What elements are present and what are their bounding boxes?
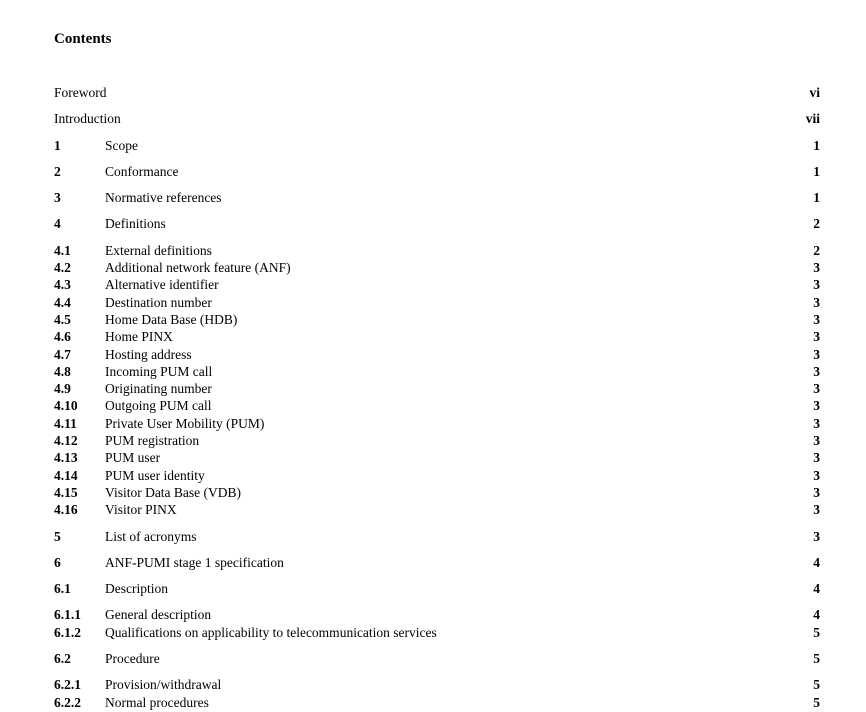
- toc-entry-number: 4.1: [54, 242, 71, 258]
- toc-entry-label: Incoming PUM call: [105, 363, 213, 379]
- toc-entry-2[interactable]: [54, 163, 820, 180]
- toc-entry-number: 4.2: [54, 260, 71, 276]
- toc-entry-page: 3: [813, 528, 820, 544]
- toc-entry-label: List of acronyms: [105, 528, 197, 544]
- toc-entry-label: Scope: [105, 137, 138, 153]
- toc-entry-number: 4.8: [54, 363, 71, 379]
- toc-entry-number: 3: [54, 190, 61, 206]
- toc-entry-page: 3: [813, 450, 820, 466]
- toc-entry-label: Private User Mobility (PUM): [105, 415, 265, 431]
- page-title: Contents: [54, 31, 112, 47]
- toc-entry-number: 4.5: [54, 311, 71, 327]
- toc-entry-6-1-2[interactable]: [54, 624, 820, 641]
- toc-entry-page: 5: [813, 624, 820, 640]
- toc-entry-label: Home PINX: [105, 329, 173, 345]
- toc-entry-page: 1: [813, 190, 820, 206]
- toc-entry-4-3[interactable]: [54, 276, 820, 293]
- toc-entry-label: Conformance: [105, 163, 179, 179]
- toc-entry-page: 3: [813, 346, 820, 362]
- toc-entry-label: Provision/withdrawal: [105, 677, 222, 693]
- toc-entry-label: Additional network feature (ANF): [105, 260, 291, 276]
- toc-entry-label: PUM user: [105, 450, 161, 466]
- toc-entry-6-2-1[interactable]: [54, 676, 820, 693]
- toc-entry-label: External definitions: [105, 242, 212, 258]
- toc-entry-4-5[interactable]: [54, 311, 820, 328]
- toc-entry-page: 3: [813, 363, 820, 379]
- toc-entry-label: Introduction: [54, 111, 121, 127]
- toc-entry-page: 3: [813, 294, 820, 310]
- toc-entry-page: 5: [813, 651, 820, 667]
- toc-entry-number: 6.2: [54, 651, 71, 667]
- toc-entry-1[interactable]: [54, 137, 820, 154]
- toc-entry-number: 4.16: [54, 502, 78, 518]
- toc-entry-4[interactable]: [54, 215, 820, 232]
- toc-entry-6-1[interactable]: [54, 580, 820, 597]
- toc-entry-number: 4.9: [54, 381, 71, 397]
- toc-entry-label: Hosting address: [105, 346, 192, 362]
- toc-entry-number: 4.13: [54, 450, 78, 466]
- toc-entry-4-7[interactable]: [54, 346, 820, 363]
- toc-entry-label: Foreword: [54, 85, 107, 100]
- toc-entry-3[interactable]: [54, 189, 820, 206]
- toc-entry-number: 4.10: [54, 398, 78, 414]
- toc-entry-number: 5: [54, 528, 61, 544]
- toc-entry-number: 6.2.1: [54, 677, 81, 693]
- toc-entry-label: Definitions: [105, 216, 166, 232]
- toc-entry-page: 4: [813, 554, 820, 570]
- toc-entry-number: 4.12: [54, 433, 78, 449]
- toc-entry-page: 1: [813, 137, 820, 153]
- toc-entry-number: 4.15: [54, 484, 78, 500]
- toc-entry-page: 3: [813, 260, 820, 276]
- toc-entry-4-6[interactable]: [54, 328, 820, 345]
- toc-entry-page: 4: [813, 607, 820, 623]
- toc-entry-4-10[interactable]: [54, 397, 820, 414]
- toc-entry-number: 1: [54, 137, 61, 153]
- toc-entry-label: Destination number: [105, 294, 212, 310]
- toc-entry-introduction[interactable]: [54, 110, 820, 127]
- toc-entry-label: Outgoing PUM call: [105, 398, 212, 414]
- toc-entry-page: 3: [813, 433, 820, 449]
- toc-entry-4-12[interactable]: [54, 432, 820, 449]
- toc-entry-4-4[interactable]: [54, 294, 820, 311]
- toc-entry-label: Alternative identifier: [105, 277, 219, 293]
- toc-entry-label: Normative references: [105, 190, 222, 206]
- toc-entry-foreword[interactable]: [54, 84, 820, 101]
- toc-entry-4-15[interactable]: [54, 484, 820, 501]
- toc-entry-label: Normal procedures: [105, 694, 209, 710]
- toc-entry-label: Home Data Base (HDB): [105, 311, 238, 327]
- toc-entry-page: 3: [813, 277, 820, 293]
- toc-entry-label: General description: [105, 607, 212, 623]
- toc-entry-number: 6.1: [54, 581, 71, 597]
- toc-entry-number: 4.3: [54, 277, 71, 293]
- toc-entry-page: 3: [813, 381, 820, 397]
- toc-entry-4-13[interactable]: [54, 449, 820, 466]
- toc-entry-4-8[interactable]: [54, 363, 820, 380]
- toc-entry-label: Visitor Data Base (VDB): [105, 484, 242, 500]
- toc-entry-number: 4.7: [54, 346, 71, 362]
- toc-entry-4-16[interactable]: [54, 501, 820, 518]
- toc-entry-label: Originating number: [105, 381, 212, 397]
- toc-entry-6-2[interactable]: [54, 650, 820, 667]
- toc-entry-page: vii: [805, 111, 820, 127]
- toc-entry-page: vi: [809, 85, 820, 100]
- toc-entry-number: 2: [54, 163, 61, 179]
- toc-entry-number: 6.2.2: [54, 694, 81, 710]
- toc-entry-5[interactable]: [54, 528, 820, 545]
- toc-entry-number: 4.6: [54, 329, 71, 345]
- toc-entry-page: 2: [813, 216, 820, 232]
- toc-entry-page: 3: [813, 502, 820, 518]
- toc-entry-label: PUM user identity: [105, 467, 205, 483]
- toc-entry-4-11[interactable]: [54, 415, 820, 432]
- toc-entry-6-1-1[interactable]: [54, 606, 820, 623]
- table-of-contents: [54, 84, 820, 711]
- toc-entry-page: 5: [813, 694, 820, 710]
- toc-entry-number: 6.1.1: [54, 607, 81, 623]
- toc-entry-page: 3: [813, 415, 820, 431]
- toc-entry-page: 4: [813, 581, 820, 597]
- toc-entry-page: 3: [813, 398, 820, 414]
- toc-entry-number: 4.14: [54, 467, 78, 483]
- toc-entry-label: Description: [105, 581, 168, 597]
- toc-entry-4-9[interactable]: [54, 380, 820, 397]
- toc-entry-page: 3: [813, 329, 820, 345]
- toc-entry-4-2[interactable]: [54, 259, 820, 276]
- toc-entry-page: 3: [813, 311, 820, 327]
- toc-entry-page: 1: [813, 163, 820, 179]
- toc-entry-page: 2: [813, 242, 820, 258]
- toc-entry-number: 4.4: [54, 294, 71, 310]
- toc-entry-6-2-2[interactable]: [54, 694, 820, 711]
- toc-entry-label: Qualifications on applicability to telecommunication services: [105, 624, 437, 640]
- toc-entry-label: ANF-PUMI stage 1 specification: [105, 554, 284, 570]
- toc-entry-label: PUM registration: [105, 433, 200, 449]
- toc-entry-number: 6: [54, 554, 61, 570]
- toc-entry-4-1[interactable]: [54, 242, 820, 259]
- toc-entry-label: Visitor PINX: [105, 502, 177, 518]
- toc-entry-number: 4: [54, 216, 61, 232]
- toc-entry-page: 3: [813, 467, 820, 483]
- toc-entry-6[interactable]: [54, 554, 820, 571]
- toc-entry-number: 6.1.2: [54, 624, 81, 640]
- toc-entry-page: 5: [813, 677, 820, 693]
- toc-entry-page: 3: [813, 484, 820, 500]
- toc-entry-4-14[interactable]: [54, 467, 820, 484]
- toc-entry-number: 4.11: [54, 415, 77, 431]
- toc-entry-label: Procedure: [105, 651, 160, 667]
